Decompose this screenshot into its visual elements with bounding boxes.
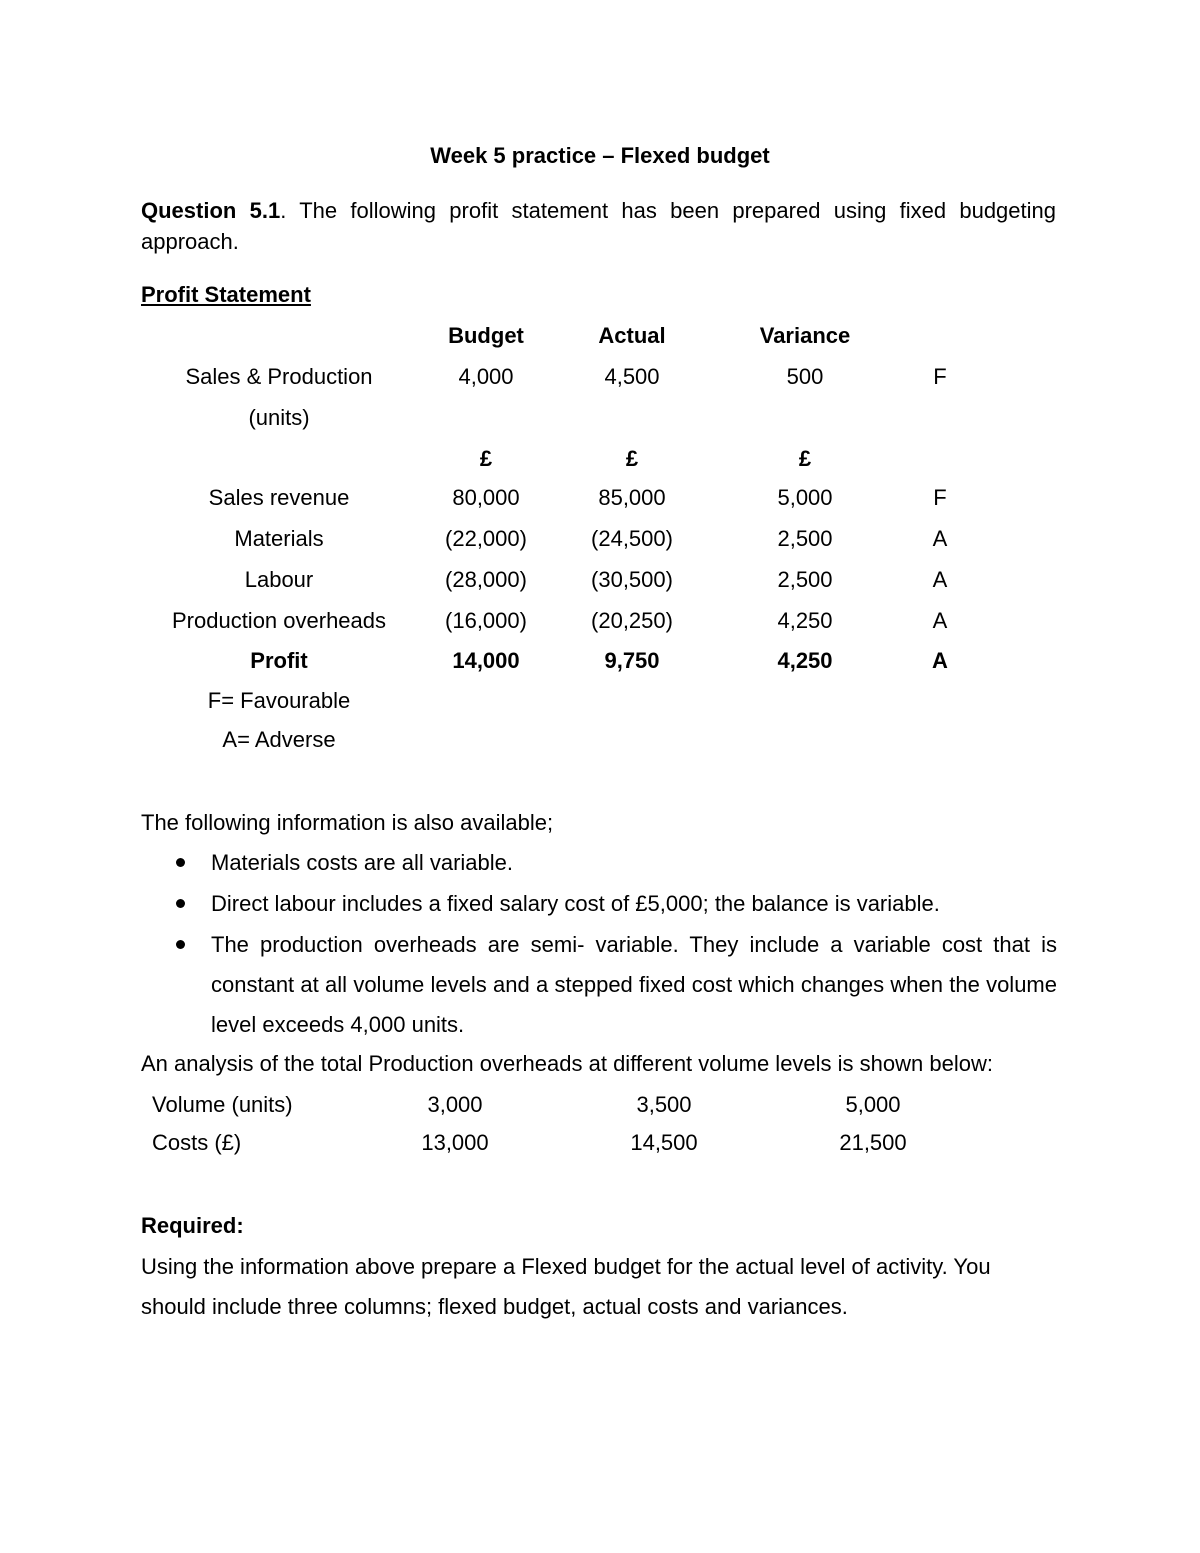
- currency-actual: £: [625, 446, 639, 471]
- profit-variance: 4,250: [777, 648, 833, 673]
- units-actual: 4,500: [604, 364, 660, 389]
- overheads-variance: 4,250: [777, 608, 833, 633]
- bullet-icon: [176, 899, 185, 908]
- units-budget: 4,000: [458, 364, 514, 389]
- cost-value: 14,500: [630, 1130, 698, 1155]
- materials-flag: A: [932, 526, 948, 551]
- bullet-icon: [176, 858, 185, 867]
- required-heading: Required:: [141, 1213, 244, 1238]
- costs-row-label: Costs (£): [152, 1130, 242, 1155]
- question-label: Question 5.1: [141, 198, 281, 223]
- sales-revenue-actual: 85,000: [598, 485, 666, 510]
- materials-variance: 2,500: [777, 526, 833, 551]
- currency-budget: £: [479, 446, 493, 471]
- info-bullet-2: Direct labour includes a fixed salary cost of £5,000; the balance is variable.: [211, 891, 940, 916]
- info-bullet-3: The production overheads are semi- variable. They include a variable cost that is constant at all volume levels and a stepped fixed cost which changes when the volume level exceeds 4,000 units.: [211, 932, 1057, 1037]
- column-header-variance: Variance: [759, 323, 851, 348]
- overheads-budget: (16,000): [445, 608, 527, 633]
- row-label-materials: Materials: [234, 526, 324, 551]
- required-text: Using the information above prepare a Flexed budget for the actual level of activity. You should include three columns; flexed budget, actual costs and variances.: [141, 1254, 991, 1319]
- currency-variance: £: [798, 446, 812, 471]
- row-label-labour: Labour: [244, 567, 314, 592]
- profit-flag: A: [932, 648, 948, 673]
- profit-statement-heading: Profit Statement: [141, 282, 311, 307]
- bullet-icon: [176, 940, 185, 949]
- materials-budget: (22,000): [445, 526, 527, 551]
- document-title: Week 5 practice – Flexed budget: [430, 143, 770, 168]
- row-label-units-line2: (units): [248, 405, 310, 430]
- question-text: . The following profit statement has been prepared using fixed budgeting approach.: [141, 198, 1056, 254]
- cost-value: 13,000: [421, 1130, 489, 1155]
- volume-value: 3,000: [427, 1092, 483, 1117]
- legend-favourable: F= Favourable: [207, 688, 351, 713]
- row-label-sales-revenue: Sales revenue: [208, 485, 350, 510]
- materials-actual: (24,500): [591, 526, 673, 551]
- volume-value: 5,000: [845, 1092, 901, 1117]
- profit-budget: 14,000: [452, 648, 520, 673]
- legend-adverse: A= Adverse: [222, 727, 336, 752]
- question-paragraph: [141, 195, 1056, 257]
- units-flag: F: [933, 364, 947, 389]
- info-bullet-1: Materials costs are all variable.: [211, 850, 514, 875]
- overheads-actual: (20,250): [591, 608, 673, 633]
- analysis-intro: An analysis of the total Production overheads at different volume levels is shown below:: [141, 1051, 993, 1076]
- column-header-budget: Budget: [448, 323, 524, 348]
- info-intro: The following information is also available;: [141, 810, 554, 835]
- sales-revenue-budget: 80,000: [452, 485, 520, 510]
- column-header-actual: Actual: [598, 323, 666, 348]
- units-variance: 500: [786, 364, 824, 389]
- row-label-profit: Profit: [250, 648, 308, 673]
- overheads-flag: A: [932, 608, 948, 633]
- profit-actual: 9,750: [604, 648, 660, 673]
- cost-value: 21,500: [839, 1130, 907, 1155]
- sales-revenue-variance: 5,000: [777, 485, 833, 510]
- volume-row-label: Volume (units): [152, 1092, 293, 1117]
- labour-actual: (30,500): [591, 567, 673, 592]
- sales-revenue-flag: F: [933, 485, 947, 510]
- labour-flag: A: [932, 567, 948, 592]
- row-label-production-overheads: Production overheads: [171, 608, 387, 633]
- labour-variance: 2,500: [777, 567, 833, 592]
- volume-value: 3,500: [636, 1092, 692, 1117]
- labour-budget: (28,000): [445, 567, 527, 592]
- row-label-units: Sales & Production: [185, 364, 373, 389]
